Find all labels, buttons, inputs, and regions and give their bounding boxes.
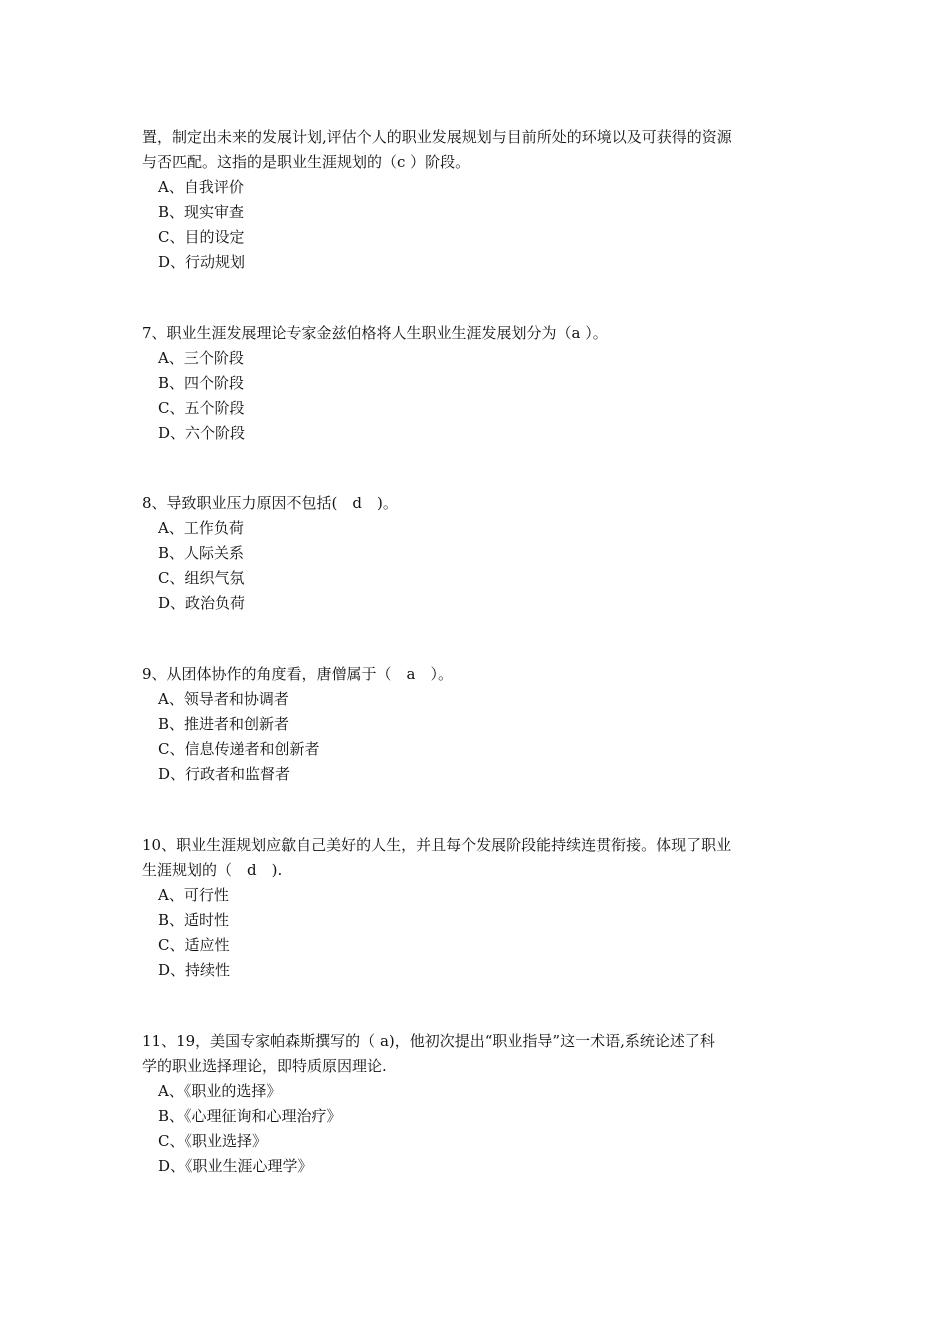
answer-option: B、人际关系 — [158, 544, 245, 562]
answer-option: C、适应性 — [158, 936, 230, 954]
answer-option: C、组织气氛 — [158, 569, 245, 587]
question-stem-line: 7、职业生涯发展理论专家金兹伯格将人生职业生涯发展划分为（a ）。 — [142, 324, 608, 342]
answer-option: B、适时性 — [158, 911, 230, 929]
answer-option: C、信息传递者和创新者 — [158, 740, 320, 758]
answer-option: B、推进者和创新者 — [158, 715, 290, 733]
answer-option: C、五个阶段 — [158, 399, 245, 417]
answer-option: A、领导者和协调者 — [158, 690, 289, 708]
answer-option: B、《心理征询和心理治疗》 — [158, 1107, 342, 1125]
question-stem-line: 9、从团体协作的角度看，唐僧属于（ a ）。 — [142, 665, 453, 683]
answer-option: D、政治负荷 — [158, 594, 246, 612]
answer-option: C、目的设定 — [158, 228, 245, 246]
question-stem-line: 11、19，美国专家帕森斯撰写的（ a)，他初次提出“职业指导”这一术语,系统论述了科 — [142, 1032, 715, 1050]
answer-option: D、六个阶段 — [158, 424, 246, 442]
answer-option: D、行动规划 — [158, 253, 246, 271]
answer-option: D、行政者和监督者 — [158, 765, 291, 783]
answer-option: D、《职业生涯心理学》 — [158, 1157, 313, 1175]
answer-option: A、自我评价 — [158, 178, 244, 196]
answer-option: A、三个阶段 — [158, 349, 244, 367]
answer-option: A、《职业的选择》 — [158, 1082, 282, 1100]
question-stem-line: 8、导致职业压力原因不包括( d )。 — [142, 494, 398, 512]
question-stem-line: 置，制定出未来的发展计划,评估个人的职业发展规划与目前所处的环境以及可获得的资源 — [142, 128, 732, 146]
answer-option: D、持续性 — [158, 961, 231, 979]
question-stem-line: 学的职业选择理论，即特质原因理论. — [142, 1057, 387, 1075]
answer-option: A、工作负荷 — [158, 519, 244, 537]
answer-option: A、可行性 — [158, 886, 229, 904]
question-stem-line: 生涯规划的（ d ). — [142, 861, 283, 879]
question-stem-line: 与否匹配。这指的是职业生涯规划的（c ）阶段。 — [142, 153, 471, 171]
question-stem-line: 10、职业生涯规划应歙自己美好的人生，并且每个发展阶段能持续连贯衔接。体现了职业 — [142, 836, 732, 854]
answer-option: B、现实审查 — [158, 203, 245, 221]
answer-option: B、四个阶段 — [158, 374, 245, 392]
answer-option: C、《职业选择》 — [158, 1132, 267, 1150]
